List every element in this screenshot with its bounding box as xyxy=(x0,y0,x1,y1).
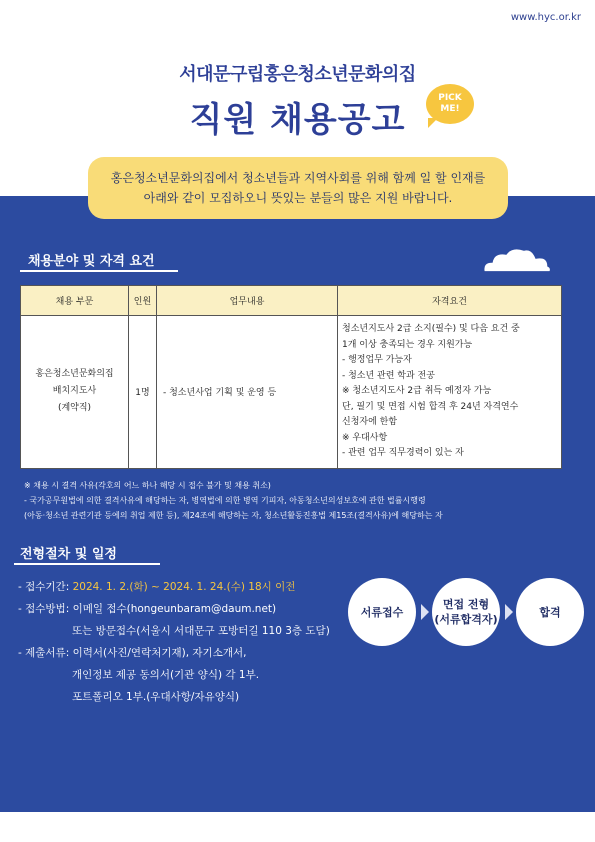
section-underline xyxy=(14,563,160,565)
step-interview: 면접 전형 (서류합격자) xyxy=(432,578,500,646)
intro-line-1: 홍은청소년문화의집에서 청소년들과 지역사회를 위해 함께 일 할 인재를 xyxy=(110,171,486,185)
qualification-line: - 청소년 관련 학과 전공 xyxy=(342,370,435,381)
method-value[interactable]: 이메일 접수(hongeunbaram@daum.net) xyxy=(72,603,277,615)
docs-label: - 제출서류: xyxy=(18,647,73,659)
col-header-dept: 채용 부문 xyxy=(21,286,129,316)
table-row xyxy=(21,316,562,469)
cell-count: 1명 xyxy=(129,316,157,469)
method-alt: 또는 방문접수(서울시 서대문구 포방터길 110 3층 도담) xyxy=(72,625,330,637)
dept-line-2: 배치지도사 xyxy=(52,386,97,397)
qualification-line: 신청자에 한함 xyxy=(342,417,398,427)
period-value: 2024. 1. 2.(화) ~ 2024. 1. 24.(수) 18시 이전 xyxy=(72,581,296,593)
col-header-count: 인원 xyxy=(129,286,157,316)
docs-line-3: 포트폴리오 1부.(우대사항/자유양식) xyxy=(72,691,240,703)
docs-row xyxy=(18,642,330,664)
application-details xyxy=(18,576,330,708)
intro-box xyxy=(88,157,508,219)
col-header-task: 업무내용 xyxy=(157,286,338,316)
requirements-table xyxy=(20,285,562,469)
note-line: - 국가공무원법에 의한 결격사유에 해당하는 자, 병역법에 의한 병역 기피자, 아동청소년의성보호에 관한 법률시행령 xyxy=(24,496,426,505)
period-label: - 접수기간: xyxy=(18,581,73,593)
page-title: 직원 채용공고 xyxy=(189,100,406,140)
qualification-line: 1개 이상 충족되는 경우 지원가능 xyxy=(342,339,473,350)
method-label: - 접수방법: xyxy=(18,603,73,615)
method-row xyxy=(18,598,330,620)
qualification-line: ※ 우대사항 xyxy=(342,432,388,443)
period-row xyxy=(18,576,330,598)
docs-value: 이력서(사진/연락처기재), 자기소개서, xyxy=(72,647,247,659)
qualification-line: - 관련 업무 직무경력이 있는 자 xyxy=(342,448,464,458)
qualification-line: ※ 청소년지도사 2급 취득 예정자 가능 xyxy=(342,386,492,396)
section-heading-process: 전형절차 및 일정 xyxy=(20,547,117,562)
qualification-line: - 행정업무 가능자 xyxy=(342,355,412,365)
dept-line-1: 홍은청소년문화의집 xyxy=(35,369,114,380)
section-heading-requirements: 채용분야 및 자격 요건 xyxy=(28,254,155,269)
note-line: ※ 채용 시 결격 사유(각호의 어느 하나 해당 시 접수 불가 및 채용 취소) xyxy=(24,481,271,490)
cell-task: - 청소년사업 기획 및 운영 등 xyxy=(157,316,338,469)
qualification-line: 청소년지도사 2급 소지(필수) 및 다음 요건 중 xyxy=(342,324,520,334)
chevron-right-icon xyxy=(505,604,513,620)
chevron-right-icon xyxy=(421,604,429,620)
intro-line-2: 아래와 같이 모집하오니 뜻있는 분들의 많은 지원 바랍니다. xyxy=(143,191,453,205)
step-document-submission: 서류접수 xyxy=(348,578,416,646)
cell-qualification xyxy=(338,316,562,469)
disqualification-notes xyxy=(24,478,443,523)
organization-name: 서대문구립홍은청소년문화의집 xyxy=(179,64,416,85)
step-pass: 합격 xyxy=(516,578,584,646)
cloud-icon xyxy=(478,244,554,274)
note-line: (아동·청소년 관련기관 등에의 취업 제한 등), 제24조에 해당하는 자, 청소년활동진흥법 제15조(결격사유)에 해당하는 자 xyxy=(24,511,443,520)
docs-line-2: 개인정보 제공 동의서(기관 양식) 각 1부. xyxy=(72,669,260,681)
cell-dept xyxy=(21,316,129,469)
qualification-line: 단, 필기 및 면접 시험 합격 후 24년 자격연수 xyxy=(342,401,519,412)
dept-line-3: (계약직) xyxy=(57,403,92,414)
badge-line-1: PICK xyxy=(438,93,462,103)
website-url[interactable]: www.hyc.or.kr xyxy=(510,12,581,23)
col-header-qualification: 자격요건 xyxy=(338,286,562,316)
badge-line-2: ME! xyxy=(440,104,460,114)
speech-bubble-tail xyxy=(428,118,438,128)
table-header-row xyxy=(21,286,562,316)
footer-strip xyxy=(0,812,595,842)
section-underline xyxy=(20,270,178,272)
